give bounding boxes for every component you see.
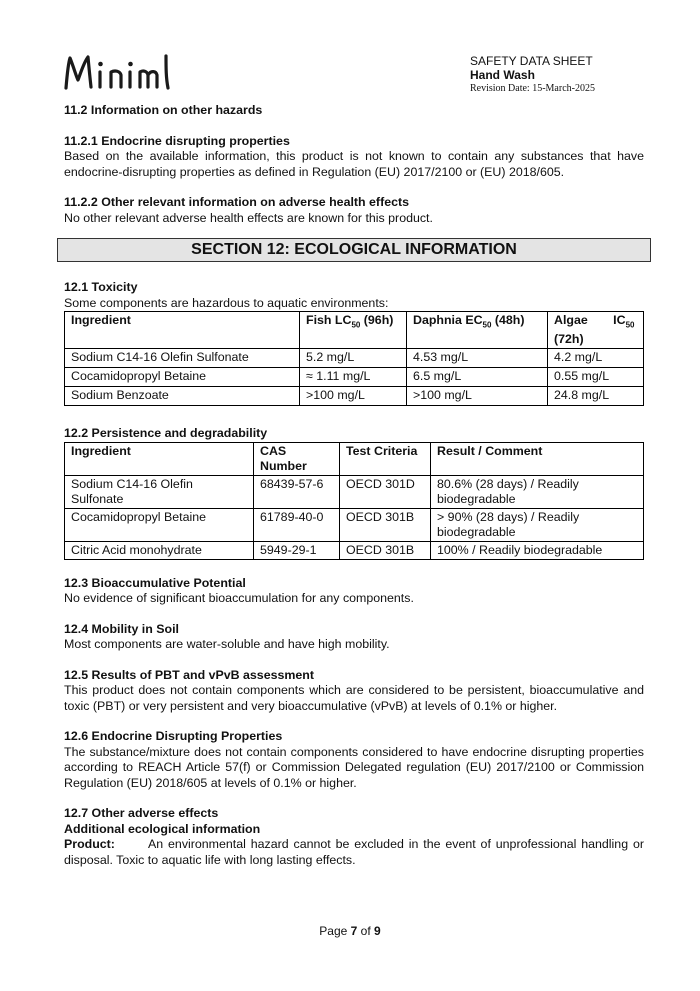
col-daphnia: Daphnia $EC_{50}$ (48h) [407,312,548,349]
cell-test: OECD 301D [340,475,431,508]
cell-result: 80.6% (28 days) / Readily biodegradable [431,475,644,508]
table-header-row [65,442,644,475]
col-test: Test Criteria [340,442,431,475]
toxicity-table [64,311,644,406]
heading-12-5: 12.5 Results of PBT and vPvB assessment [64,667,314,682]
cell-algae: 0.55 mg/L [548,368,644,387]
table-row [65,475,644,508]
page-footer [0,924,700,938]
heading-12-6: 12.6 Endocrine Disrupting Properties [64,729,283,744]
section-12-title: SECTION 12: ECOLOGICAL INFORMATION [57,238,651,262]
document-header [470,54,595,96]
heading-11-2-2: 11.2.2 Other relevant information on adverse health effects [64,195,409,209]
cell-ingredient: Citric Acid monohydrate [65,541,254,559]
col-result: Result / Comment [431,442,644,475]
heading-12-4: 12.4 Mobility in Soil [64,621,179,636]
text-12-6: The substance/mixture does not contain components considered to have endocrine disrupting properties according to REACH Article 57(f) or Commission Delegated regulation (EU) 2017/2100 or Commission Regulation (EU) 2018/605 at levels of 0.1% or higher. [64,744,644,790]
text-11-2-1: Based on the available information, this product is not known to contain any substances that have endocrine-disrupting properties as defined in Regulation (EU) 2017/2100 or (EU) 2018/605. [64,149,644,179]
text-12-7 [64,837,644,868]
table-row [65,541,644,559]
cell-ingredient: Sodium C14-16 Olefin Sulfonate [65,349,300,368]
heading-11-2-1: 11.2.1 Endocrine disrupting properties [64,133,290,148]
heading-12-3: 12.3 Bioaccumulative Potential [64,575,246,590]
document-type: SAFETY DATA SHEET [470,54,593,68]
heading-12-1: 12.1 Toxicity [64,280,138,294]
cell-fish: ≈ 1.11 mg/L [300,368,407,387]
table-row [65,349,644,368]
cell-ingredient: Cocamidopropyl Betaine [65,368,300,387]
table-row [65,387,644,406]
heading-12-2: 12.2 Persistence and degradability [64,426,268,441]
col-cas: CAS Number [254,442,340,475]
toxicity-intro: Some components are hazardous to aquatic environments: [64,295,389,310]
product-label: Product: [64,837,115,852]
cell-fish: 5.2 mg/L [300,349,407,368]
cell-algae: 24.8 mg/L [548,387,644,406]
table-row [65,368,644,387]
cell-result: 100% / Readily biodegradable [431,541,644,559]
heading-11-2: 11.2 Information on other hazards [64,103,263,117]
text-12-4: Most components are water-soluble and have high mobility. [64,637,390,652]
product-text: An environmental hazard cannot be excluded in the event of unprofessional handling or disposal. Toxic to aquatic life with long lasting effects. [64,837,644,867]
current-page: 7 [350,924,358,938]
page-word: Page [319,924,348,938]
product-name: Hand Wash [470,68,535,82]
text-12-3: No evidence of significant bioaccumulation for any components. [64,591,414,606]
total-pages: 9 [374,924,381,938]
miniml-logo [62,50,177,96]
cell-test: OECD 301B [340,508,431,541]
cell-test: OECD 301B [340,541,431,559]
cell-cas: 5949-29-1 [254,541,340,559]
subheading-additional-eco: Additional ecological information [64,821,261,836]
cell-daphnia: 6.5 mg/L [407,368,548,387]
col-ingredient: Ingredient [65,442,254,475]
cell-daphnia: 4.53 mg/L [407,349,548,368]
cell-ingredient: Cocamidopropyl Betaine [65,508,254,541]
table-header-row [65,312,644,349]
document-body [64,103,644,868]
revision-date: Revision Date: 15-March-2025 [470,83,595,94]
cell-result: > 90% (28 days) / Readily biodegradable [431,508,644,541]
cell-ingredient: Sodium C14-16 Olefin Sulfonate [65,475,254,508]
col-ingredient: Ingredient [65,312,300,349]
cell-daphnia: >100 mg/L [407,387,548,406]
cell-cas: 61789-40-0 [254,508,340,541]
cell-fish: >100 mg/L [300,387,407,406]
cell-ingredient: Sodium Benzoate [65,387,300,406]
col-fish: Fish $LC_{50}$ (96h) [300,312,407,349]
table-row [65,508,644,541]
col-algae: Algae $IC_{50}$ (72h) [548,312,644,349]
text-11-2-2: No other relevant adverse health effects are known for this product. [64,210,433,225]
persistence-table [64,442,644,560]
heading-12-7: 12.7 Other adverse effects [64,806,219,821]
text-12-5: This product does not contain components which are considered to be persistent, bioaccumulative and toxic (PBT) or very persistent and very bioaccumulative (vPvB) at levels of 0.1% or higher. [64,683,644,713]
of-word: of [360,924,371,938]
cell-cas: 68439-57-6 [254,475,340,508]
cell-algae: 4.2 mg/L [548,349,644,368]
